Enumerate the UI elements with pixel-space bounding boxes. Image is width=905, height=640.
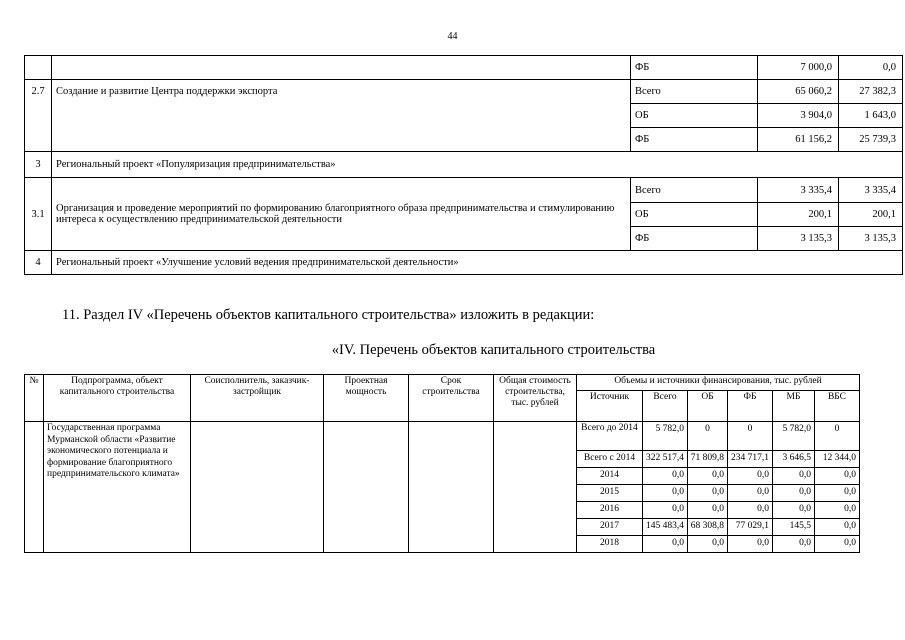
value-cell: 61 156,2 — [758, 128, 839, 152]
source-cell: Всего — [631, 80, 758, 104]
mb-cell: 145,5 — [773, 519, 815, 536]
paragraph-11: 11. Раздел IV «Перечень объектов капитального строительства» изложить в редакции: — [62, 307, 595, 323]
source-cell: ОБ — [631, 104, 758, 128]
fb-cell: 0,0 — [728, 485, 773, 502]
funding-table — [24, 55, 903, 275]
program-name: Государственная программа Мурманской области «Развитие экономического потенциала и формирование благоприятного предпринимательского климата» — [44, 422, 191, 553]
source-cell: ОБ — [631, 203, 758, 227]
total-cell: 322 517,4 — [643, 451, 688, 468]
fb-cell: 234 717,1 — [728, 451, 773, 468]
table-row — [25, 178, 903, 203]
table-row — [25, 251, 903, 275]
header-ob: ОБ — [688, 391, 728, 422]
header-number: № — [25, 375, 44, 422]
header-period: Срок строительства — [409, 375, 494, 422]
item-number: 4 — [25, 251, 52, 275]
vbs-cell: 0 — [815, 422, 860, 451]
construction-table — [24, 374, 860, 553]
value-cell: 3 135,3 — [758, 227, 839, 251]
ob-cell: 71 809,8 — [688, 451, 728, 468]
capacity-cell — [324, 422, 409, 553]
item-description: Организация и проведение мероприятий по формированию благоприятного образа предпринимательства и стимулированию интереса к осуществлению предпринимательской деятельности — [52, 178, 631, 251]
fb-cell: 0,0 — [728, 468, 773, 485]
value-cell: 0,0 — [839, 56, 903, 80]
source-cell: Всего с 2014 — [577, 451, 643, 468]
vbs-cell: 0,0 — [815, 519, 860, 536]
header-program: Подпрограмма, объект капитального строительства — [44, 375, 191, 422]
source-cell: ФБ — [631, 128, 758, 152]
period-cell — [409, 422, 494, 553]
ob-cell: 0,0 — [688, 502, 728, 519]
fb-cell: 77 029,1 — [728, 519, 773, 536]
source-cell: Всего — [631, 178, 758, 203]
total-cell: 0,0 — [643, 485, 688, 502]
item-number: 3.1 — [25, 178, 52, 251]
ob-cell: 0 — [688, 422, 728, 451]
mb-cell: 5 782,0 — [773, 422, 815, 451]
total-cell: 145 483,4 — [643, 519, 688, 536]
item-description: Региональный проект «Популяризация предпринимательства» — [52, 152, 903, 178]
header-capacity: Проектная мощность — [324, 375, 409, 422]
vbs-cell: 0,0 — [815, 468, 860, 485]
item-description: Создание и развитие Центра поддержки экспорта — [52, 80, 631, 152]
header-row — [25, 375, 860, 391]
fb-cell: 0,0 — [728, 502, 773, 519]
item-number: 2.7 — [25, 80, 52, 152]
total-cell: 0,0 — [643, 536, 688, 553]
value-cell: 25 739,3 — [839, 128, 903, 152]
vbs-cell: 0,0 — [815, 502, 860, 519]
header-executor: Соисполнитель, заказчик-застройщик — [191, 375, 324, 422]
value-cell: 3 335,4 — [839, 178, 903, 203]
value-cell: 3 904,0 — [758, 104, 839, 128]
total-cell: 0,0 — [643, 468, 688, 485]
vbs-cell: 0,0 — [815, 485, 860, 502]
total-cell: 0,0 — [643, 502, 688, 519]
value-cell: 3 335,4 — [758, 178, 839, 203]
ob-cell: 68 308,8 — [688, 519, 728, 536]
header-vbs: ВБС — [815, 391, 860, 422]
source-cell: 2017 — [577, 519, 643, 536]
value-cell: 65 060,2 — [758, 80, 839, 104]
cost-cell — [494, 422, 577, 553]
value-cell: 7 000,0 — [758, 56, 839, 80]
value-cell: 3 135,3 — [839, 227, 903, 251]
source-cell: 2018 — [577, 536, 643, 553]
page-number: 44 — [447, 31, 458, 42]
value-cell: 200,1 — [839, 203, 903, 227]
vbs-cell: 12 344,0 — [815, 451, 860, 468]
header-total: Всего — [643, 391, 688, 422]
item-number: 3 — [25, 152, 52, 178]
source-cell: Всего до 2014 — [577, 422, 643, 451]
mb-cell: 0,0 — [773, 502, 815, 519]
vbs-cell: 0,0 — [815, 536, 860, 553]
table-row — [25, 422, 860, 451]
header-source: Источник — [577, 391, 643, 422]
source-cell: 2014 — [577, 468, 643, 485]
source-cell: ФБ — [631, 56, 758, 80]
total-cell: 5 782,0 — [643, 422, 688, 451]
value-cell: 27 382,3 — [839, 80, 903, 104]
table-row — [25, 56, 903, 80]
header-mb: МБ — [773, 391, 815, 422]
ob-cell: 0,0 — [688, 536, 728, 553]
source-cell: 2016 — [577, 502, 643, 519]
item-number — [25, 56, 52, 80]
source-cell: 2015 — [577, 485, 643, 502]
mb-cell: 0,0 — [773, 485, 815, 502]
row-number — [25, 422, 44, 553]
header-financing: Объемы и источники финансирования, тыс. рублей — [577, 375, 860, 391]
header-fb: ФБ — [728, 391, 773, 422]
value-cell: 200,1 — [758, 203, 839, 227]
mb-cell: 0,0 — [773, 468, 815, 485]
executor-cell — [191, 422, 324, 553]
item-description: Региональный проект «Улучшение условий ведения предпринимательской деятельности» — [52, 251, 903, 275]
item-description — [52, 56, 631, 80]
fb-cell: 0,0 — [728, 536, 773, 553]
section-heading: «IV. Перечень объектов капитального строительства — [331, 342, 656, 358]
table-row — [25, 152, 903, 178]
source-cell: ФБ — [631, 227, 758, 251]
mb-cell: 0,0 — [773, 536, 815, 553]
value-cell: 1 643,0 — [839, 104, 903, 128]
ob-cell: 0,0 — [688, 468, 728, 485]
header-cost: Общая стоимость строительства, тыс. рублей — [494, 375, 577, 422]
mb-cell: 3 646,5 — [773, 451, 815, 468]
ob-cell: 0,0 — [688, 485, 728, 502]
table-row — [25, 80, 903, 104]
fb-cell: 0 — [728, 422, 773, 451]
